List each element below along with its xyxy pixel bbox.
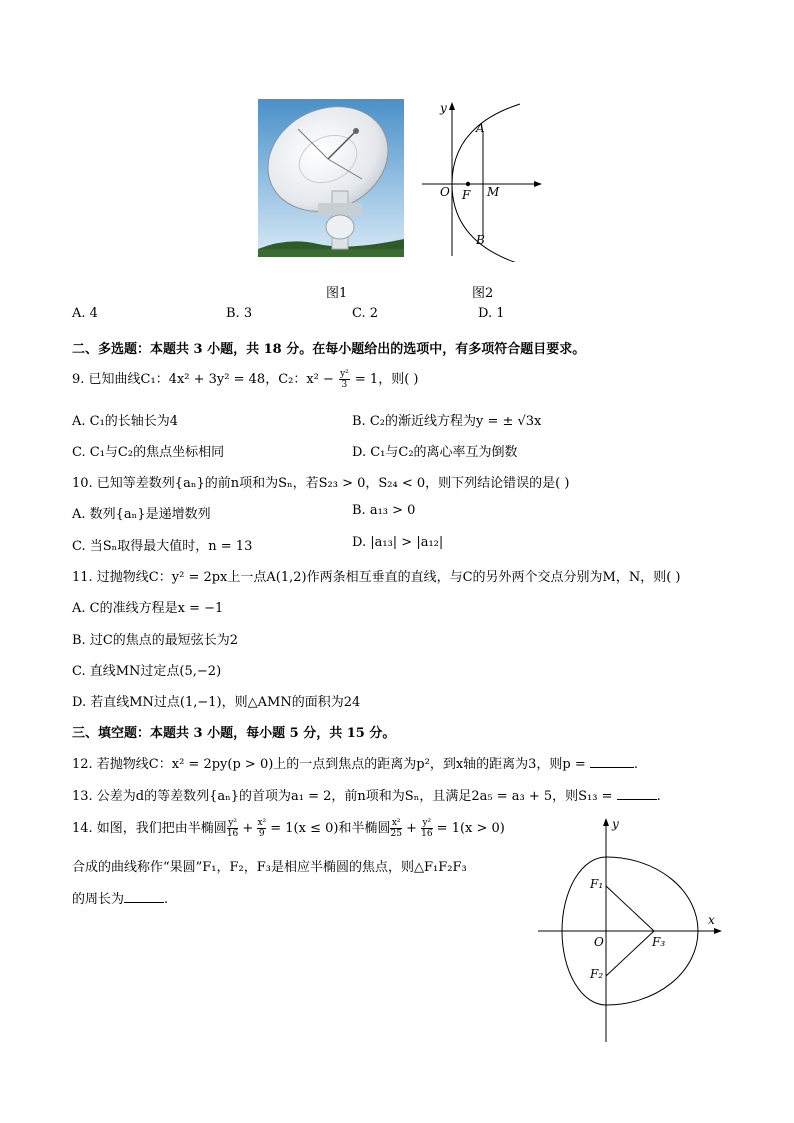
q12-stem: 12. 若抛物线C：x² = 2py(p > 0)上的一点到焦点的距离为p²，到x轴的距离为3，则p = .: [72, 757, 639, 772]
q14-stem: 14. 如图，我们把由半椭圆 $\frac{\text{y²}}{16}$ + $\frac{\text{x²}}{9}$ = 1(x ≤ 0)和半椭圆 $\frac{\text{x²}}{25}$ + $\frac{\text{y²}}{16}$ = 1(x > 0): [72, 818, 505, 839]
q8-option-b: B. 3: [226, 306, 253, 321]
q11-option-c: C. 直线MN过定点(5,−2): [72, 664, 222, 679]
section3-heading: 三、填空题：本题共 3 小题，每小题 5 分，共 15 分。: [72, 726, 396, 741]
q8-option-c: C. 2: [352, 306, 379, 321]
q13-answer-blank[interactable]: [617, 799, 657, 800]
q14-answer-blank[interactable]: [124, 902, 164, 903]
fig1-caption: 图1: [326, 286, 348, 301]
fig3-label-x: x: [708, 913, 715, 927]
fig3-label-F2: F₂: [590, 967, 604, 981]
q9-option-b: B. C₂的渐近线方程为y = ± √3x: [352, 414, 542, 429]
q11-option-a: A. C的准线方程是x = −1: [72, 601, 224, 616]
q14-frac3: $\frac{\text{x²}}{25}$: [390, 818, 402, 839]
q14-line2: 合成的曲线称作“果圆”F₁，F₂，F₃是相应半椭圆的焦点，则△F₁F₂F₃: [72, 860, 467, 875]
fruit-ellipse-figure: [532, 812, 732, 1048]
q14-frac1: $\frac{\text{y²}}{16}$: [226, 818, 239, 839]
q8-option-a: A. 4: [72, 306, 98, 321]
fig2-caption: 图2: [472, 286, 494, 301]
label-O: O: [440, 185, 450, 199]
q13-stem: 13. 公差为d的等差数列{aₙ}的首项为a₁ = 2，前n项和为Sₙ，且满足2a₅ = a₃ + 5，则S₁₃ = .: [72, 789, 661, 804]
fig3-label-y: y: [612, 817, 619, 831]
radar-dish-photo: [258, 99, 404, 257]
q11-option-b: B. 过C的焦点的最短弦长为2: [72, 633, 239, 648]
q14-frac2: $\frac{\text{x²}}{9}$: [257, 818, 267, 839]
q10-stem: 10. 已知等差数列{aₙ}的前n项和为Sₙ，若S₂₃ > 0，S₂₄ < 0，则下列结论错误的是( ): [72, 476, 570, 491]
q9-option-d: D. C₁与C₂的离心率互为倒数: [352, 445, 518, 460]
q10-option-c: C. 当Sₙ取得最大值时，n = 13: [72, 539, 253, 554]
q14-frac4: $\frac{\text{y²}}{16}$: [421, 818, 433, 839]
label-F: F: [462, 188, 471, 202]
fig3-label-O: O: [594, 935, 604, 949]
q9-option-c: C. C₁与C₂的焦点坐标相同: [72, 445, 225, 460]
q10-option-b: B. a₁₃ > 0: [352, 503, 416, 518]
label-B: B: [476, 233, 485, 247]
parabola-figure: [416, 96, 546, 262]
fig3-label-F1: F₁: [590, 877, 604, 891]
q9-fraction: $\frac{\text{y²}}{3}$: [340, 369, 349, 390]
q9-stem: 9. 已知曲线C₁：4x² + 3y² = 48，C₂：x² − $\frac{\text{y²}}{3}$ = 1，则( ): [72, 369, 419, 390]
q11-option-d: D. 若直线MN过点(1,−1)，则△AMN的面积为24: [72, 695, 361, 710]
q11-stem: 11. 过抛物线C：y² = 2px上一点A(1,2)作两条相互垂直的直线，与C的另外两个交点分别为M，N，则( ): [72, 570, 681, 585]
q12-answer-blank[interactable]: [590, 767, 634, 768]
q10-option-d: D. |a₁₃| > |a₁₂|: [352, 535, 444, 550]
label-M: M: [487, 185, 500, 199]
q8-option-d: D. 1: [478, 306, 505, 321]
label-y: y: [440, 101, 447, 115]
label-A: A: [476, 121, 485, 135]
q10-option-a: A. 数列{aₙ}是递增数列: [72, 507, 211, 522]
section2-heading: 二、多选题：本题共 3 小题，共 18 分。在每小题给出的选项中，有多项符合题目要求。: [72, 342, 586, 357]
q9-option-a: A. C₁的长轴长为4: [72, 414, 179, 429]
q14-line3: 的周长为 .: [72, 892, 169, 907]
fig3-label-F3: F₃: [652, 935, 666, 949]
